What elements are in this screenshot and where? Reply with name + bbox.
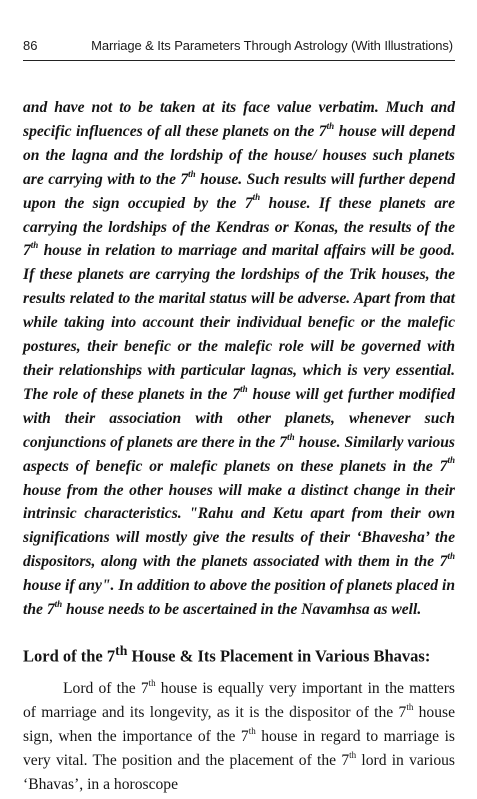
running-head [23,38,453,58]
italic-paragraph: and have not to be taken at its face value verbatim. Much and specific influences of all these planets on the 7th house will depend on the lagna and the lordship of the house/ houses such planets are carrying with to the 7th house. Such results will further depend upon the sign occupied by the 7th house. If these planets are carrying the lordships of the Kendras or Konas, the results of the 7th house in relation to marriage and marital affairs will be good. If these planets are carrying the lordships of the Trik houses, the results related to the marital status will be adverse. Apart from that while taking into account their individual benefic or the malefic postures, their benefic or the malefic role will be governed with their relationships with particular lagnas, which is very essential. The role of these planets in the 7th house will get further modified with their association with other planets, whenever such conjunctions of planets are there in the 7th house. Similarly various aspects of benefic or malefic planets on these planets in the 7th house from the other houses will make a distinct change in their intrinsic characteristics. "Rahu and Ketu apart from their own significations will mostly give the results of their ‘Bhavesha’ the dispositors, along with the planets associated with them in the 7th house if any". In addition to above the position of planets placed in the 7th house needs to be ascertained in the Navamhsa as well. [23,99,455,619]
body-text [23,96,455,797]
running-title: Marriage & Its Parameters Through Astrology (With Illustrations) [91,38,453,53]
body-paragraph: Lord of the 7th house is equally very important in the matters of marriage and its longevity, as it is the dispositor of the 7th house sign, when the importance of the 7th house in regard to marriage is very vital. The position and the placement of the 7th lord in various ‘Bhavas’, in a horoscope [23,678,455,794]
header-rule [23,60,455,61]
section-heading: Lord of the 7th House & Its Placement in Various Bhavas: [23,642,431,666]
page-number: 86 [23,38,38,53]
